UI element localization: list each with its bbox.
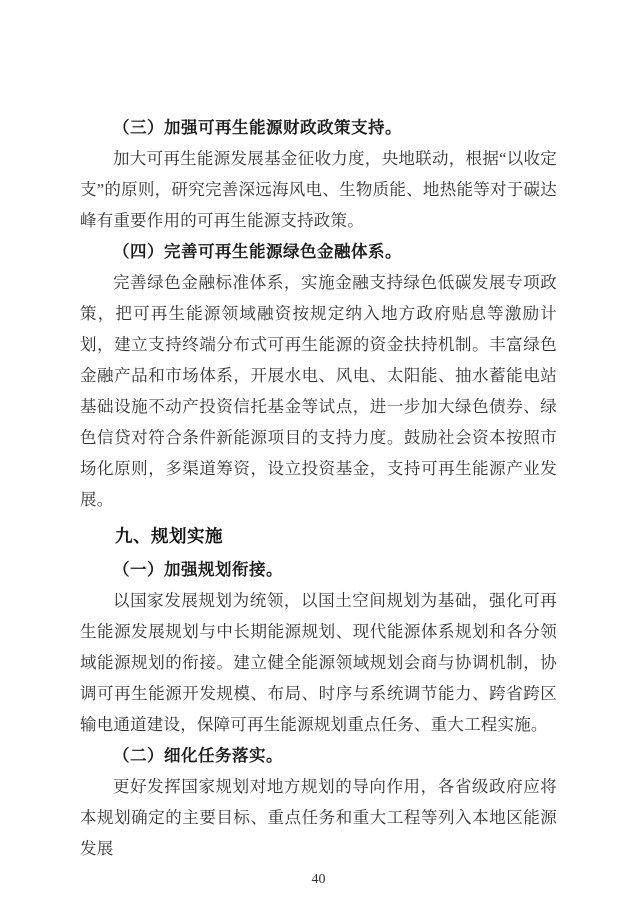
document-body [80, 112, 557, 890]
page-number: 40 [311, 872, 326, 887]
clause-heading-1: （一）加强规划衔接。 [113, 560, 283, 579]
clause-heading-2: （二）细化任务落实。 [113, 746, 283, 765]
paragraph-fiscal-policy: 加大可再生能源发展基金征收力度，央地联动，根据“以收定支”的原则，研究完善深远海风电、生物质能、地热能等对于碳达峰有重要作用的可再生能源支持政策。 [80, 149, 557, 230]
clause-heading-4: （四）完善可再生能源绿色金融体系。 [113, 242, 402, 261]
paragraph-plan-coordination: 以国家发展规划为统领，以国土空间规划为基础，强化可再生能源发展规划与中长期能源规划、现代能源体系规划和各分领域能源规划的衔接。建立健全能源领域规划会商与协调机制，协调可再生能源开发规模、布局、时序与系统调节能力、跨省跨区输电通道建设，保障可再生能源规划重点任务、重大工程实施。 [80, 591, 557, 734]
paragraph-green-finance: 完善绿色金融标准体系，实施金融支持绿色低碳发展专项政策，把可再生能源领域融资按规定纳入地方政府贴息等激励计划，建立支持终端分布式可再生能源的资金扶持机制。丰富绿色金融产品和市场体系，开展水电、风电、太阳能、抽水蓄能电站基础设施不动产投资信托基金等试点，进一步加大绿色债券、绿色信贷对符合条件新能源项目的支持力度。鼓励社会资本按照市场化原则，多渠道筹资，设立投资基金，支持可再生能源产业发展。 [80, 273, 557, 509]
clause-heading-3: （三）加强可再生能源财政政策支持。 [113, 118, 402, 137]
section-heading-9-plan-implementation: 九、规划实施 [115, 526, 223, 546]
paragraph-task-refinement: 更好发挥国家规划对地方规划的导向作用，各省级政府应将本规划确定的主要目标、重点任务和重大工程等列入本地区能源发展 [80, 777, 557, 858]
